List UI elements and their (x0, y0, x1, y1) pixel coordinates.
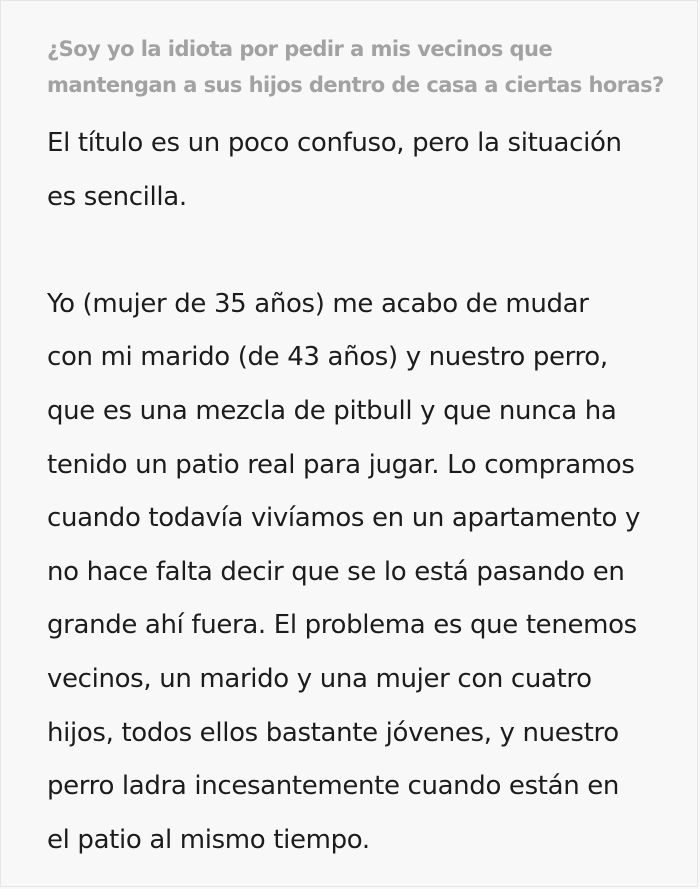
body-line: cuando todavía vivíamos en un apartamento y (47, 503, 641, 534)
body-line: el patio al mismo tiempo. (47, 824, 370, 855)
body-line: es sencilla. (47, 181, 187, 212)
body-line: vecinos, un marido y una mujer con cuatro (47, 663, 592, 694)
body-line: Yo (mujer de 35 años) me acabo de mudar (47, 288, 589, 319)
post-title-line: ¿Soy yo la idiota por pedir a mis vecinos que (47, 37, 553, 61)
body-line: tenido un patio real para jugar. Lo compramos (47, 449, 635, 480)
post-title (47, 31, 697, 103)
body-line: no hace falta decir que se lo está pasando en (47, 556, 625, 587)
body-line: que es una mezcla de pitbull y que nunca ha (47, 395, 617, 426)
post-title-line: mantengan a sus hijos dentro de casa a ciertas horas? (47, 73, 664, 97)
body-line: El título es un poco confuso, pero la situación (47, 128, 622, 158)
body-line: grande ahí fuera. El problema es que tenemos (47, 610, 637, 641)
body-line: perro ladra incesantemente cuando están en (47, 771, 620, 802)
post-body (47, 117, 697, 867)
paragraph-gap (47, 224, 697, 278)
body-line: hijos, todos ellos bastante jóvenes, y nuestro (47, 717, 619, 748)
body-line: con mi marido (de 43 años) y nuestro perro, (47, 342, 608, 373)
